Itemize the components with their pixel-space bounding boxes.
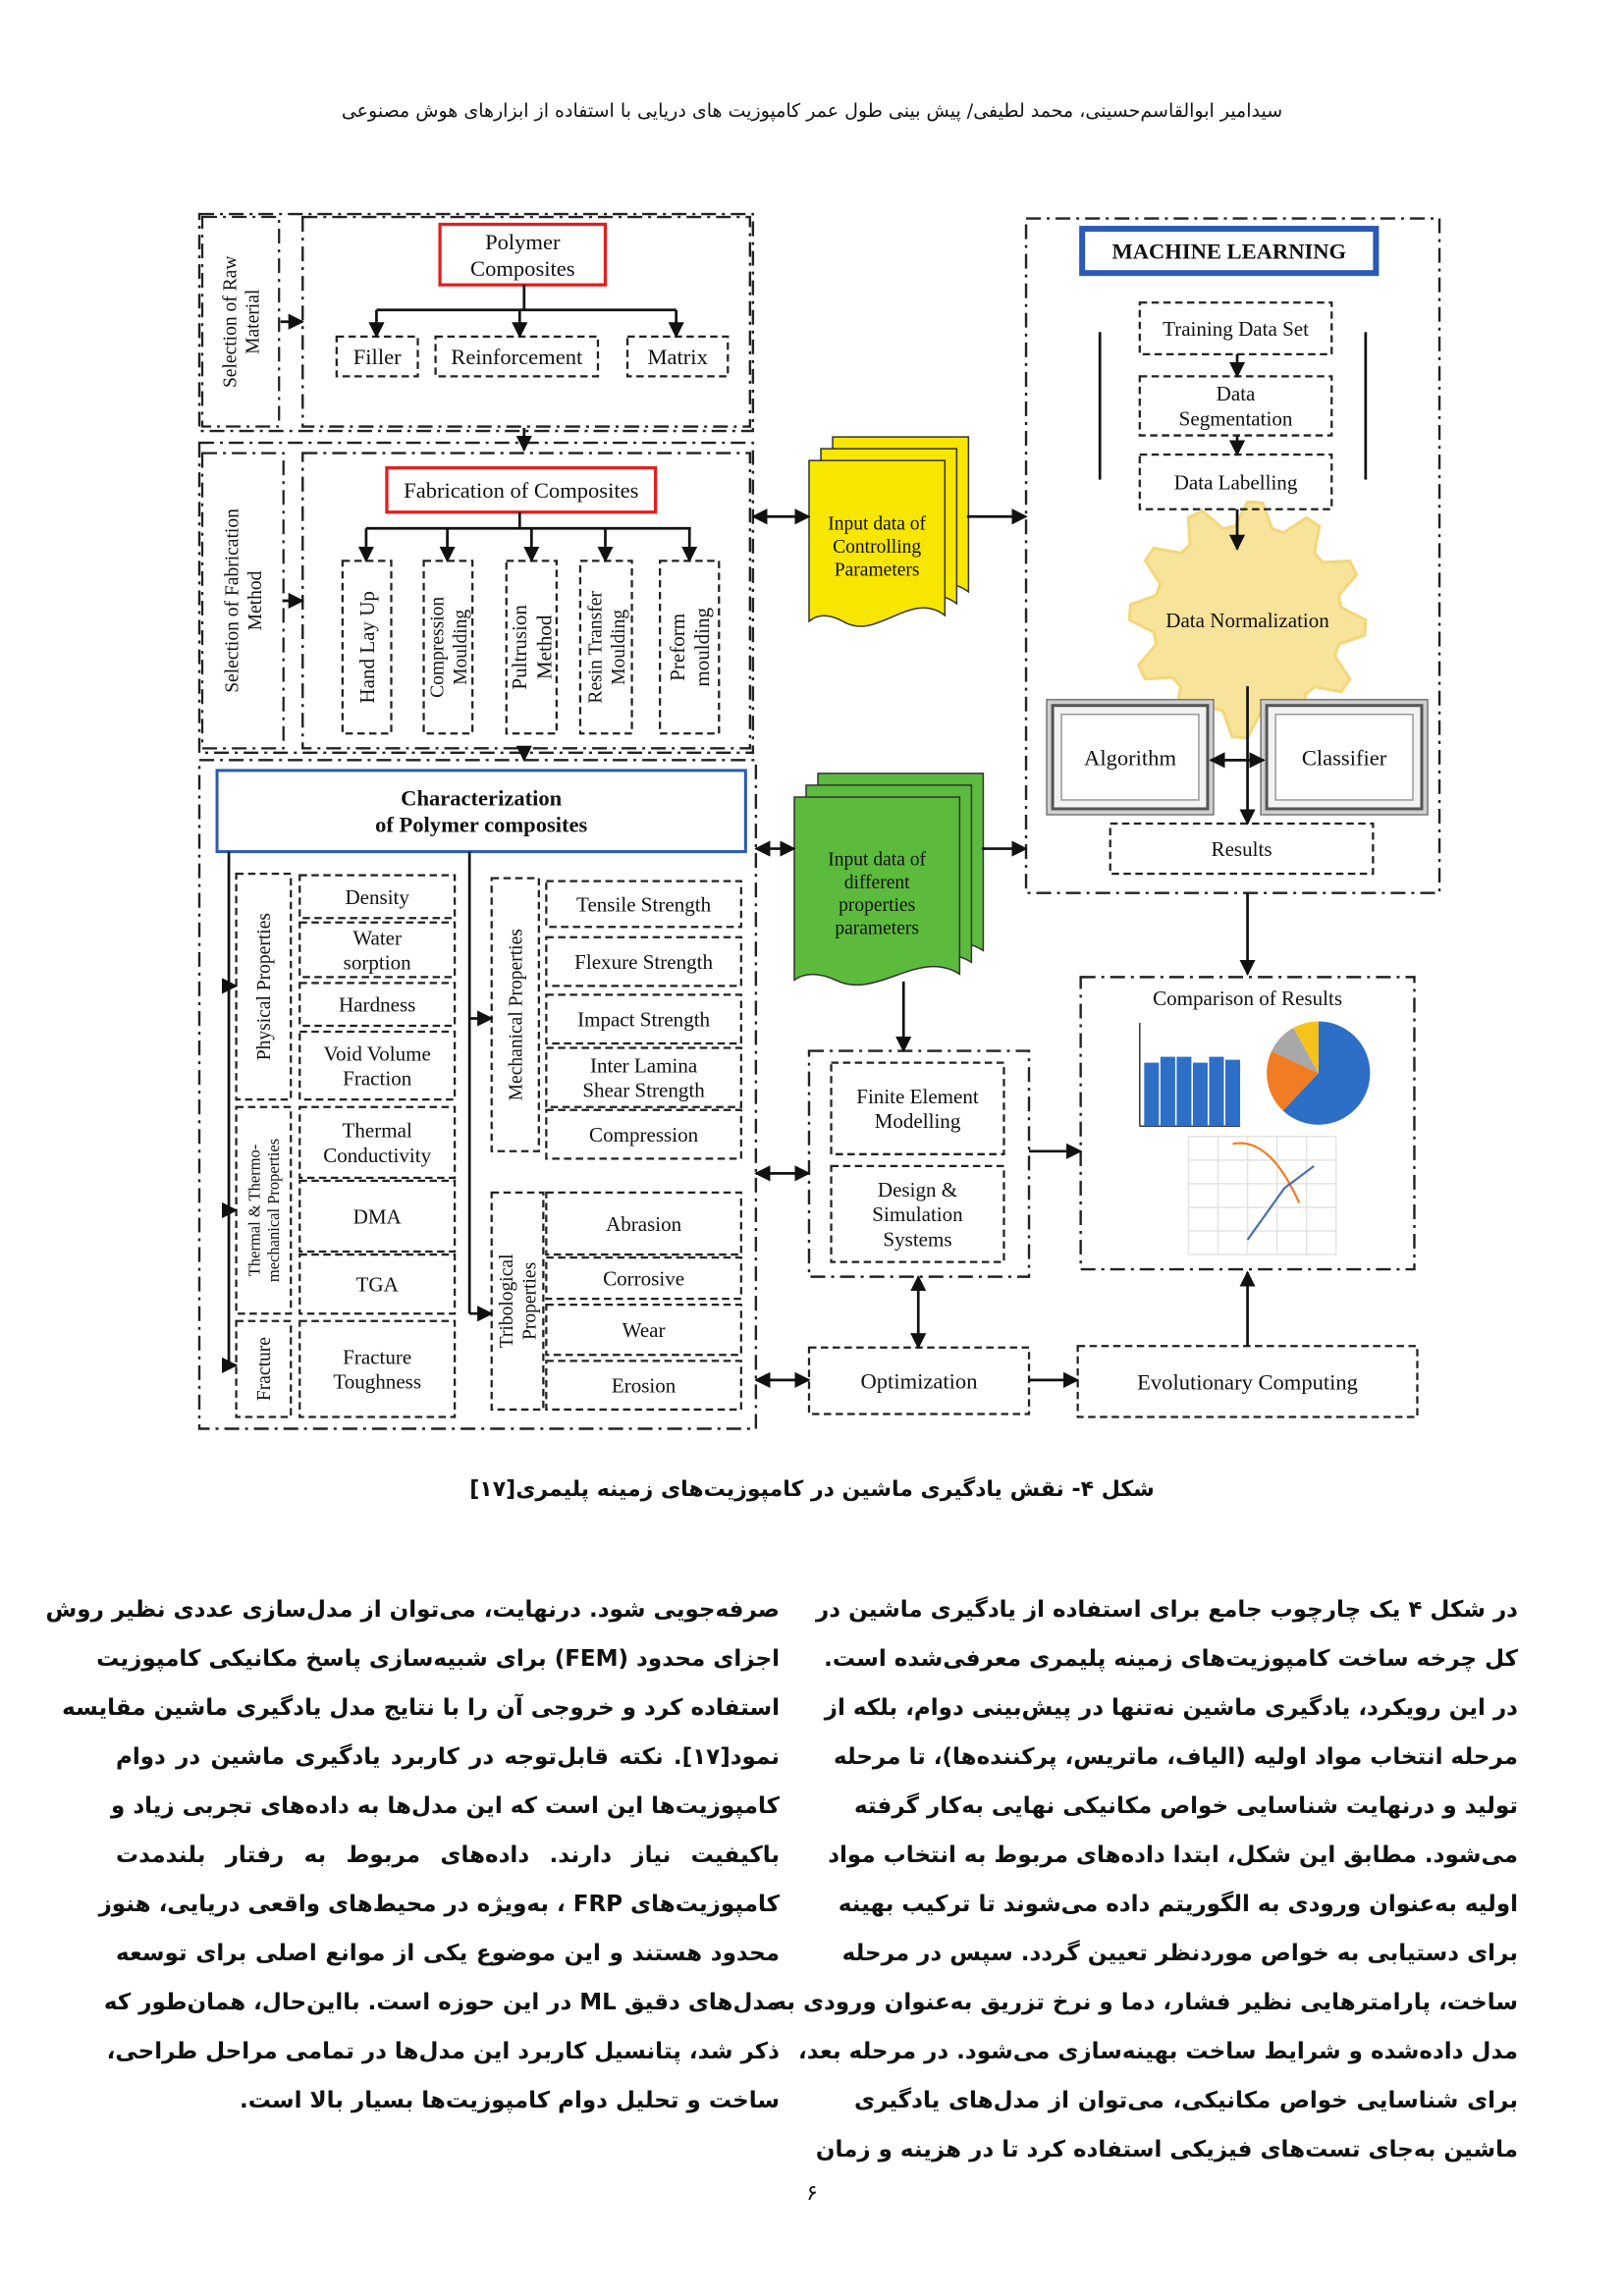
text-line: صرفه‌جویی شود. درنهایت، می‌توان از مدل‌سازی عددی نظیر روش (45, 1597, 780, 1623)
box-label (1163, 317, 1309, 341)
text-line: کامپوزیت‌های FRP ، به‌ویژه در محیط‌های واقعی دریایی، هنوز (98, 1892, 780, 1917)
box-label (223, 508, 266, 693)
box-label (428, 597, 471, 698)
label-line: Data (1216, 382, 1256, 406)
label-line: Thermal & Thermo- (244, 1144, 264, 1277)
box-label (244, 1139, 283, 1282)
box-label (612, 1373, 677, 1397)
box-label (323, 1119, 431, 1167)
label-line: Hand Lay Up (355, 591, 380, 704)
box-thermal-side (237, 1107, 292, 1314)
box-label (355, 591, 379, 704)
label-line: Controlling (833, 537, 922, 559)
label-line: Simulation (872, 1202, 963, 1227)
text-line: تولید و درنهایت شناسایی خواص مکانیکی نهایی به‌کار گرفته (853, 1793, 1518, 1819)
box-label (603, 1266, 684, 1290)
box-fabrication (387, 468, 656, 512)
box-impact (546, 994, 740, 1043)
box-label (451, 345, 583, 369)
box-label (1111, 240, 1346, 264)
label-line: Fracture (254, 1337, 276, 1402)
label-line: Moulding (451, 609, 472, 685)
box-dma (299, 1181, 455, 1252)
text-line: در شکل ۴ یک چارچوب جامع برای استفاده از یادگیری ماشین در (816, 1597, 1518, 1623)
line-chart-icon (1188, 1137, 1335, 1255)
bar (1161, 1057, 1175, 1127)
label-line: Results (1211, 836, 1272, 861)
label-line: Parameters (834, 560, 920, 581)
box-fem (832, 1063, 1004, 1154)
box-fabrication-side (202, 454, 284, 749)
label-line: Systems (883, 1227, 952, 1252)
box-label (344, 926, 411, 974)
box-raw-material-side (202, 217, 279, 427)
label-line: Finite Element (856, 1084, 979, 1108)
box-polymer (440, 225, 605, 286)
box-label (375, 786, 587, 837)
text-line: در این رویکرد، یادگیری ماشین نه‌تنها در پیش‌بینی دوام، بلکه از (824, 1695, 1518, 1721)
box-label (606, 1212, 682, 1236)
label-line: parameters (835, 918, 919, 939)
text-line: اجزای محدود (FEM) برای شبیه‌سازی پاسخ مکانیکی کامپوزیت (96, 1646, 780, 1672)
label-line: DMA (352, 1204, 402, 1229)
label-line: Data Normalization (1165, 608, 1329, 632)
label-line: Corrosive (603, 1266, 685, 1291)
label-line: Moulding (608, 609, 629, 685)
box-tga (299, 1255, 455, 1313)
box-label (497, 1254, 540, 1348)
label-line: MACHINE LEARNING (1111, 239, 1347, 264)
box-rtm (580, 561, 632, 733)
text-line: کل چرخه ساخت کامپوزیت‌های زمینه پلیمری معرفی‌شده است. (824, 1646, 1518, 1672)
box-label (353, 1204, 403, 1228)
box-hand (343, 561, 392, 733)
box-preform (660, 561, 719, 733)
text-line: مدل‌های دقیق ML در این حوزه است. بااین‌حال، همان‌طور که (103, 1990, 780, 2015)
label-line: Characterization (401, 785, 563, 811)
label-line: Conductivity (323, 1143, 432, 1167)
label-line: Fabrication of Composites (404, 478, 639, 504)
box-hardness (299, 983, 455, 1026)
box-tensile (546, 881, 740, 928)
label-line: Fracture (343, 1345, 412, 1369)
box-void (299, 1032, 455, 1099)
box-ml-title (1082, 229, 1376, 273)
label-line: Properties (519, 1261, 541, 1341)
bar (1225, 1060, 1240, 1127)
box-label (1137, 1369, 1358, 1394)
box-normalization (1165, 609, 1329, 632)
box-results (1110, 824, 1374, 874)
label-line: Matrix (647, 345, 708, 370)
text-line: ذکر شد، پتانسیل کاربرد این مدل‌ها در تمامی مراحل طراحی، (106, 2039, 780, 2064)
label-line: Material (243, 289, 264, 354)
label-line: Segmentation (1178, 406, 1293, 431)
box-training (1140, 302, 1331, 354)
label-line: Pultrusion (508, 605, 532, 690)
box-label (828, 514, 926, 581)
label-line: Design & (877, 1177, 958, 1201)
box-design (832, 1166, 1004, 1262)
box-label (324, 1041, 431, 1090)
box-label (254, 913, 275, 1060)
box-compression-m (424, 561, 473, 733)
label-line: Erosion (611, 1373, 677, 1398)
box-interlaminar (546, 1048, 740, 1107)
label-line: properties (839, 895, 916, 917)
label-line: Preform (665, 613, 689, 681)
label-line: Training Data Set (1163, 316, 1309, 341)
box-label (333, 1345, 421, 1393)
bar (1209, 1057, 1223, 1127)
text-line: می‌شود. مطابق این شکل، ابتدا داده‌های مربوط به انتخاب مواد (828, 1842, 1518, 1868)
label-line: Resin Transfer (585, 591, 607, 704)
text-line: اولیه به‌عنوان ورودی به الگوریتم داده می‌شوند تا ترکیب بهینه (838, 1892, 1518, 1917)
box-label (345, 885, 409, 909)
box-label (576, 892, 712, 916)
box-label (856, 1085, 979, 1133)
label-line: Impact Strength (577, 1007, 711, 1032)
label-line: Compression (589, 1122, 699, 1147)
box-label (1179, 382, 1293, 430)
text-line: نمود[۱۷]. نکته قابل‌توجه در کاربرد یادگیری ماشین در دوام (116, 1744, 780, 1770)
label-line: Physical Properties (254, 913, 276, 1061)
label-line: Toughness (333, 1369, 422, 1394)
box-pultrusion (507, 561, 557, 733)
label-line: Wear (622, 1318, 666, 1343)
box-label (589, 1123, 699, 1147)
label-line: Mechanical Properties (506, 929, 527, 1101)
box-label (404, 478, 638, 503)
bar-chart-icon (1140, 1023, 1240, 1126)
box-filler (337, 337, 418, 377)
box-evolutionary (1078, 1346, 1418, 1416)
box-characterization (217, 771, 745, 852)
box-label (1174, 470, 1298, 494)
box-tribological-side (492, 1193, 544, 1410)
box-label (647, 345, 707, 369)
label-line: of Polymer composites (375, 812, 588, 837)
text-line: کامپوزیت‌ها این است که این مدل‌ها به داده‌های تجربی زیاد و (111, 1793, 780, 1819)
box-reinforcement (436, 337, 598, 377)
box-physical-side (237, 874, 292, 1099)
box-label (507, 929, 527, 1100)
box-label (585, 591, 628, 704)
box-water (299, 923, 455, 978)
box-segmentation (1140, 376, 1331, 435)
box-label (470, 230, 574, 281)
box-label (623, 1318, 666, 1342)
label-line: TGA (355, 1272, 399, 1297)
label-line: Optimization (860, 1368, 978, 1394)
box-matrix (627, 337, 728, 377)
label-line: Compression (427, 596, 449, 698)
text-line: مدل داده‌شده و شرایط ساخت بهینه‌سازی می‌شود. در مرحله بعد، (797, 2039, 1518, 2064)
box-optimization (809, 1348, 1029, 1415)
box-label (356, 1272, 400, 1296)
text-line: ساخت و تحلیل دوام کامپوزیت‌ها بسیار بالا است. (239, 2088, 780, 2113)
label-line: Fraction (343, 1066, 412, 1091)
label-line: different (843, 872, 910, 893)
label-line: sorption (343, 950, 411, 975)
text-line: مرحله انتخاب مواد اولیه (الیاف، ماتریس، پرکننده‌ها)، تا مرحله (834, 1744, 1518, 1770)
box-label (574, 950, 713, 974)
bar (1193, 1063, 1208, 1127)
label-line: Selection of Raw (220, 255, 242, 389)
box-algorithm (1047, 700, 1214, 815)
box-label (339, 993, 415, 1017)
label-line: Tribological (497, 1254, 518, 1349)
label-line: Reinforcement (451, 345, 583, 370)
label-line: Water (352, 926, 403, 950)
box-label (666, 608, 714, 687)
box-density (299, 876, 455, 919)
box-label (577, 1008, 710, 1032)
text-line: استفاده کرد و خروجی آن را با نتایج مدل یادگیری ماشین مقایسه (62, 1695, 780, 1721)
pie-chart-icon (1267, 1021, 1370, 1124)
label-line: Filler (352, 345, 402, 370)
label-line: Density (345, 884, 409, 909)
bar (1176, 1057, 1191, 1127)
box-label (1153, 987, 1342, 1010)
box-wear (546, 1305, 740, 1355)
text-line: ساخت، پارامترهایی نظیر فشار، دما و نرخ تزریق به‌عنوان ورودی به (773, 1990, 1518, 2015)
text-line: ماشین به‌جای تست‌های فیزیکی استفاده کرد تا در هزینه و زمان (815, 2137, 1518, 2163)
box-labelling (1140, 454, 1331, 509)
label-line: mechanical Properties (264, 1138, 284, 1283)
box-label (861, 1369, 978, 1394)
box-label (1212, 837, 1272, 861)
label-line: Abrasion (606, 1211, 682, 1236)
label-line: Evolutionary Computing (1137, 1369, 1358, 1395)
box-label (508, 605, 556, 690)
label-line: Void Volume (323, 1041, 431, 1066)
label-line: Comparison of Results (1153, 986, 1343, 1010)
box-classifier (1261, 700, 1428, 815)
label-line: Composites (470, 255, 575, 281)
box-label (1084, 745, 1176, 770)
box-corrosive (546, 1257, 740, 1299)
box-label (254, 1337, 275, 1401)
box-label (220, 255, 263, 388)
running-header: سیدامیر ابوالقاسم‌حسینی، محمد لطیفی/ پیش بینی طول عمر کامپوزیت های دریایی با استفاده از ابزارهای هوش مصنوعی (341, 100, 1283, 122)
label-line: Modelling (874, 1109, 961, 1134)
label-line: Polymer (485, 229, 561, 254)
label-line: Inter Lamina (589, 1053, 698, 1078)
box-compression (546, 1110, 740, 1159)
label-line: Selection of Fabrication (222, 508, 244, 693)
box-thermal-cond (299, 1107, 455, 1178)
text-line: محدود هستند و این موضوع یکی از موانع اصلی برای توسعه (116, 1941, 780, 1966)
box-fracture-t (299, 1321, 455, 1417)
box-label (1302, 745, 1387, 770)
label-line: Input data of (828, 513, 927, 535)
label-line: Method (532, 614, 557, 680)
label-line: Input data of (828, 849, 927, 871)
box-label (582, 1053, 705, 1101)
page-number: ۶ (806, 2181, 818, 2206)
box-label (1165, 609, 1329, 632)
box-label (353, 345, 402, 369)
text-line: برای شناسایی خواص مکانیکی، می‌توان از مدل‌های یادگیری (854, 2088, 1518, 2113)
label-line: Data Labelling (1173, 470, 1298, 495)
bar (1144, 1063, 1159, 1127)
body-column-right (773, 1585, 1518, 2174)
figure-caption: شکل ۴- نقش یادگیری ماشین در کامپوزیت‌های زمینه پلیمری[۱۷] (469, 1477, 1155, 1502)
label-line: Shear Strength (582, 1078, 705, 1102)
label-line: Flexure Strength (574, 949, 714, 974)
label-line: Method (245, 570, 267, 631)
box-mechanical-side (492, 879, 539, 1151)
label-line: moulding (690, 607, 715, 687)
label-line: Classifier (1301, 745, 1387, 771)
label-line: Hardness (339, 992, 416, 1017)
text-line: برای دستیابی به خواص موردنظر تعیین گردد. سپس در مرحله (841, 1941, 1518, 1966)
box-comparison (1153, 987, 1342, 1010)
label-line: Algorithm (1084, 745, 1177, 771)
body-column-left (45, 1585, 780, 2125)
box-fracture-side (237, 1321, 292, 1417)
label-line: Tensile Strength (576, 892, 712, 917)
box-erosion (546, 1361, 740, 1410)
label-line: Thermal (342, 1118, 412, 1143)
box-input-controlling (828, 514, 926, 581)
box-label (872, 1178, 963, 1252)
box-abrasion (546, 1193, 740, 1255)
text-line: باکیفیت نیاز دارند. داده‌های مربوط به رفتار بلندمدت (116, 1842, 780, 1868)
box-flexure (546, 937, 740, 987)
